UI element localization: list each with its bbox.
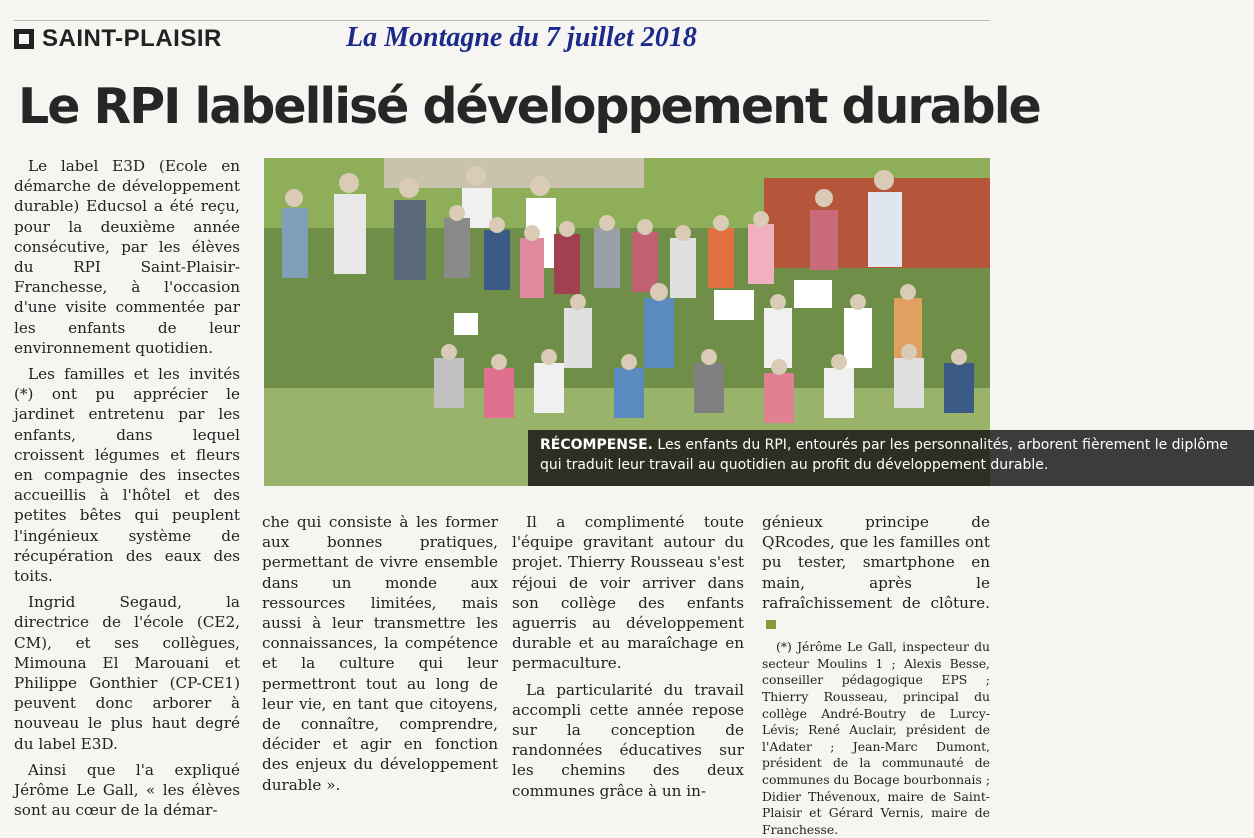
closing-text: génieux principe de QRcodes, que les familles ont pu tester, smartphone en main, après le rafraîchissement de clôture. [762,513,990,612]
end-mark-icon [766,620,776,629]
article-column-3 [512,512,744,807]
article-headline: Le RPI labellisé développement durable [18,78,1040,135]
section-square-icon [14,29,34,49]
caption-lead: RÉCOMPENSE. [540,437,653,453]
section-label: SAINT-PLAISIR [42,25,222,52]
paragraph: Ainsi que l'a expliqué Jérôme Le Gall, « les élèves sont au cœur de la démar- [14,760,240,820]
article-column-4 [762,512,990,838]
paragraph: Le label E3D (Ecole en démarche de développement durable) Educsol a été reçu, pour la deuxième année consécutive, par les élèves du RPI Saint-Plaisir-Franchesse, à l'occasion d'une visite commentée par les enfants de leur environnement quotidien. [14,157,240,357]
footnote: (*) Jérôme Le Gall, inspecteur du secteur Moulins 1 ; Alexis Besse, conseiller pédagogique EPS ; Thierry Rousseau, principal du collège André-Boutry de Lurcy-Lévis; René Auclair, président de l'Adater ; Jean-Marc Dumont, président de la communauté de communes du Bocage bourbonnais ; Didier Thévenoux, maire de Saint-Plaisir et Gérard Vernis, maire de Franchesse. [762,639,990,837]
paragraph: Il a complimenté toute l'équipe gravitant autour du projet. Thierry Rousseau s'est réjoui de voir arriver dans son collège des enfants aguerris au développement durable et au maraîchage en permaculture. [512,513,744,673]
group-photo [264,158,1229,486]
paragraph [762,512,990,633]
section-header [14,24,222,54]
paragraph: Les familles et les invités (*) ont pu apprécier le jardinet entretenu par les enfants, dans lequel croissent légumes et fleurs en compagnie des insectes accueillis à l'hôtel et des petites bêtes qui peuplent l'ingénieux système de récupération des eaux des toits. [14,365,240,586]
source-annotation: La Montagne du 7 juillet 2018 [346,22,697,53]
paragraph: La particularité du travail accompli cette année repose sur la conception de randonnées éducatives sur les chemins des deux communes grâce à un in- [512,680,744,800]
photo-caption [528,430,1254,486]
article-column-1 [14,156,240,827]
article-column-2 [262,512,498,801]
paragraph: Ingrid Segaud, la directrice de l'école (CE2, CM), et ses collègues, Mimouna El Marouani et Philippe Gonthier (CP-CE1) peuvent donc arborer à nouveau le plus haut degré du label E3D. [14,593,240,753]
caption-text: Les enfants du RPI, entourés par les personnalités, arborent fièrement le diplôme qui traduit leur travail au quotidien au profit du développement durable. [540,437,1229,473]
paragraph: che qui consiste à les former aux bonnes pratiques, permettant de vivre ensemble dans un monde aux ressources limitées, mais aussi à leur transmettre les connaissances, la compétence et la culture qui leur permettront tout au long de leur vie, en tant que citoyens, de connaître, comprendre, décider et agir en fonction des enjeux du développement durable ». [262,513,498,794]
